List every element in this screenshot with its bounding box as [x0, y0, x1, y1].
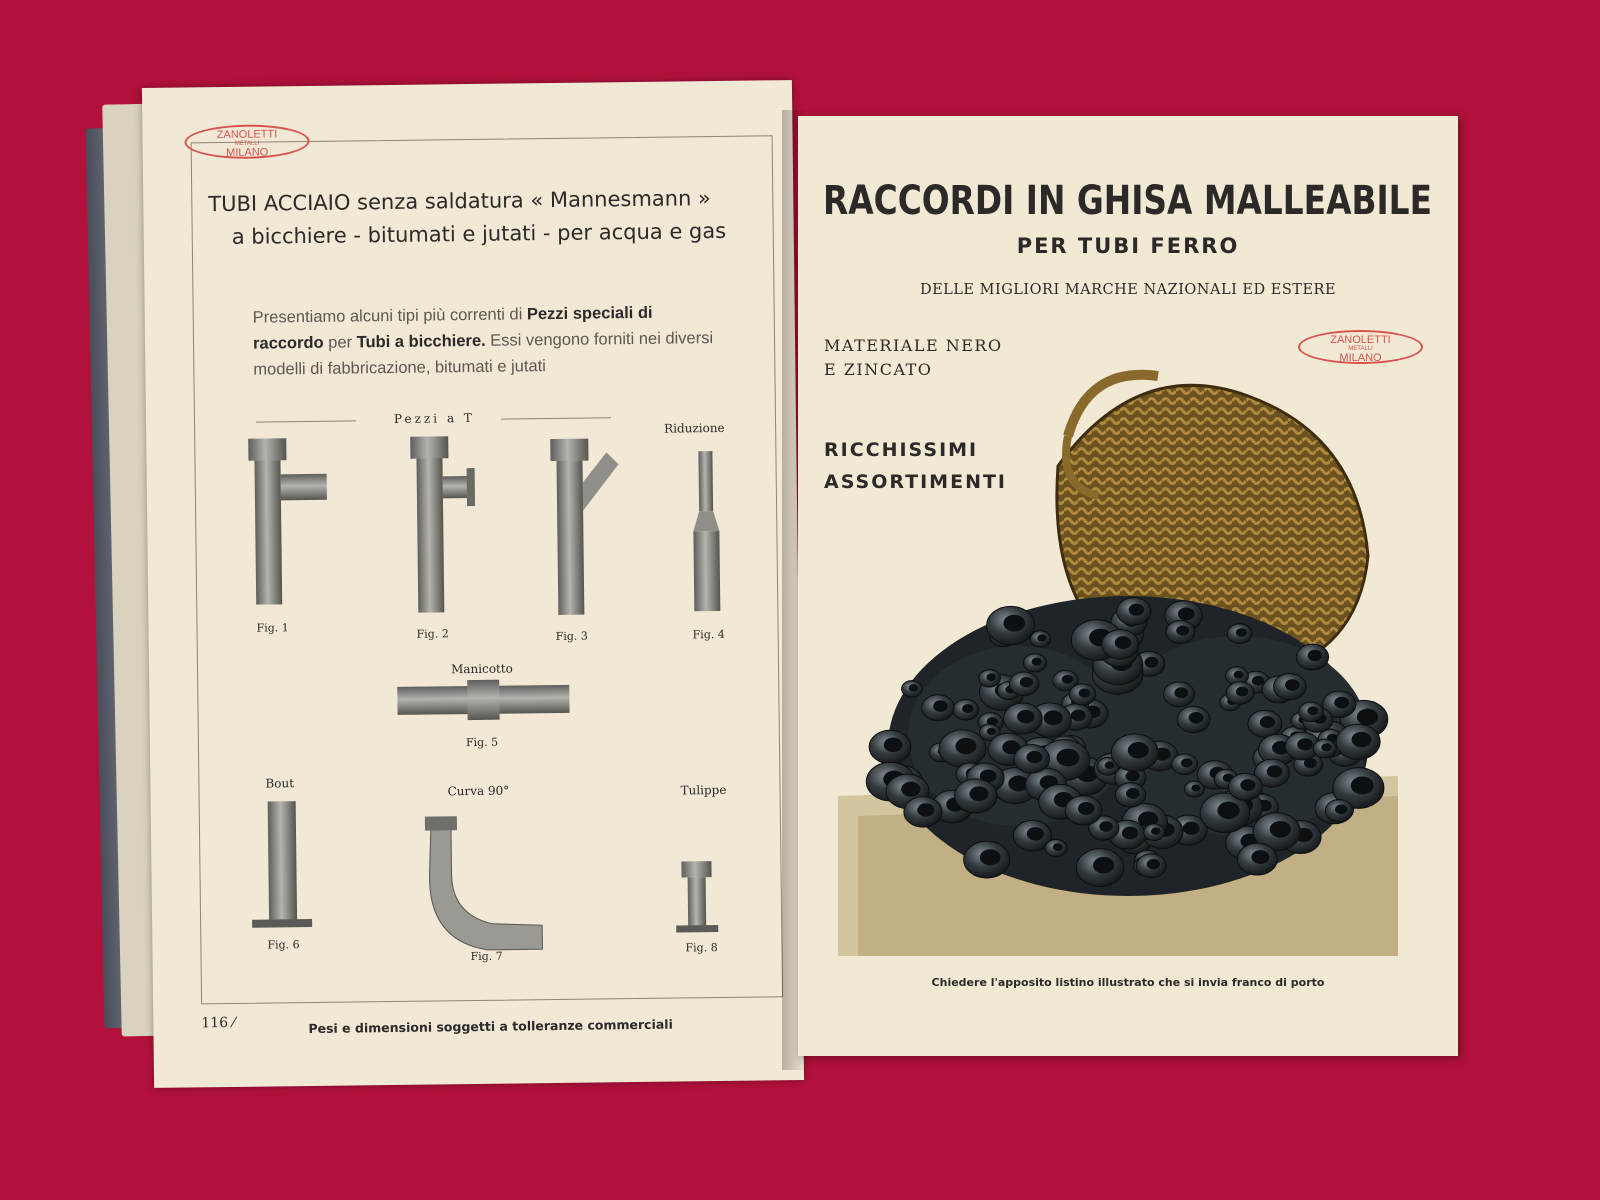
- basket-fittings-illustration: [798, 356, 1458, 956]
- fitting-bore: [1321, 743, 1331, 751]
- fitting-bore: [1240, 779, 1255, 791]
- right-footer: Chiedere l'apposito listino illustrato che si invia franco di porto: [931, 976, 1325, 989]
- caption-fig5: Fig. 5: [465, 735, 499, 750]
- fig4-reducer: [692, 451, 720, 611]
- fig2-flanged-tee: [410, 436, 476, 613]
- fitting-bore: [1122, 827, 1138, 840]
- fitting-bore: [1037, 634, 1046, 641]
- caption-fig8: Fig. 8: [685, 941, 718, 955]
- caption-fig4: Fig. 4: [692, 627, 725, 642]
- logo-bottom: MILANO: [226, 146, 269, 159]
- material-line1: MATERIALE NERO: [824, 336, 1003, 355]
- caption-fig3: Fig. 3: [555, 629, 588, 643]
- fitting-bore: [1335, 804, 1347, 814]
- left-title-line1: TUBI ACCIAIO senza saldatura « Mannesmann »: [208, 186, 711, 217]
- fitting-bore: [1017, 710, 1034, 724]
- logo-top: ZANOLETTI: [216, 128, 278, 142]
- fitting-bore: [1079, 689, 1091, 698]
- label-bout: Bout: [265, 776, 295, 791]
- fitting-bore: [1027, 827, 1044, 840]
- fitting-bore: [1105, 761, 1115, 769]
- fig3-y-branch: [550, 438, 620, 615]
- fitting-bore: [1285, 679, 1300, 690]
- fitting-bore: [1267, 765, 1283, 777]
- fitting-bore: [1308, 650, 1323, 661]
- right-subtitle2: DELLE MIGLIORI MARCHE NAZIONALI ED ESTERE: [919, 282, 1337, 298]
- fitting-bore: [955, 738, 976, 754]
- label-curva: Curva 90°: [447, 783, 510, 799]
- fitting-bore: [1352, 732, 1372, 747]
- fitting-bore: [1270, 821, 1291, 838]
- intro-text-1: Presentiamo alcuni tipi più correnti di: [252, 305, 528, 327]
- fitting-bore: [1062, 675, 1073, 684]
- fitting-bore: [980, 849, 1001, 865]
- fitting-bore: [1126, 771, 1140, 782]
- fitting-bore: [1236, 687, 1249, 697]
- intro-text-2: per: [323, 333, 357, 352]
- fitting-bore: [1128, 742, 1149, 758]
- fittings-illustration: [142, 80, 804, 1088]
- fitting-bore: [1145, 657, 1159, 668]
- fitting-bore: [1307, 706, 1318, 715]
- fitting-bore: [1032, 658, 1042, 666]
- fitting-bore: [917, 803, 934, 816]
- caption-fig2: Fig. 2: [416, 627, 449, 641]
- label-manicotto: Manicotto: [450, 661, 513, 677]
- fitting-bore: [987, 728, 996, 735]
- fitting-bore: [1183, 822, 1200, 835]
- fig7-bend-90: [425, 815, 543, 950]
- ricchissimi: RICCHISSIMI: [824, 439, 979, 461]
- fitting-bore: [901, 782, 920, 797]
- intro-text-3: Essi vengono forniti nei diversi modelli di fabbricazione, bitumati e jutati: [253, 329, 714, 379]
- fitting-bore: [962, 704, 974, 713]
- fitting-bore: [1176, 625, 1189, 635]
- fitting-bore: [884, 738, 903, 753]
- material-line2: E ZINCATO: [824, 360, 933, 379]
- fitting-bore: [1003, 615, 1025, 632]
- fitting-bore: [1115, 636, 1132, 649]
- label-tulippe: Tulippe: [680, 782, 727, 798]
- fitting-bore: [1334, 697, 1349, 709]
- logo-right-top: ZANOLETTI: [1330, 334, 1391, 346]
- fitting-bore: [1126, 788, 1140, 799]
- fitting-bore: [1129, 604, 1144, 616]
- fitting-bore: [1056, 749, 1079, 767]
- fitting-bore: [1071, 710, 1086, 722]
- fitting-bore: [933, 700, 948, 711]
- assortimenti: ASSORTIMENTI: [824, 471, 1007, 493]
- fitting-bore: [1178, 607, 1195, 620]
- fitting-bore: [1251, 850, 1269, 864]
- fitting-bore: [1351, 777, 1374, 795]
- caption-fig6: Fig. 6: [267, 938, 300, 952]
- fitting-bore: [1189, 712, 1204, 724]
- left-page: [142, 80, 804, 1088]
- fitting-bore: [1020, 677, 1033, 687]
- page-number: 116 ⁄: [201, 1014, 235, 1032]
- fig5-sleeve: [397, 679, 569, 721]
- fitting-bore: [1151, 827, 1160, 834]
- right-page: [798, 116, 1458, 1056]
- label-riduzione: Riduzione: [664, 420, 725, 436]
- logo-right-middle: METALLI: [1348, 346, 1373, 352]
- footnote: Pesi e dimensioni soggetti a tolleranze commerciali: [308, 1016, 673, 1037]
- fitting-bore: [1252, 676, 1264, 686]
- fitting-bore: [1236, 628, 1247, 637]
- caption-fig1: Fig. 1: [256, 621, 289, 635]
- fitting-bore: [986, 673, 996, 681]
- logo-right-bottom: MILANO: [1339, 352, 1382, 364]
- fitting-bore: [1044, 710, 1063, 725]
- caption-fig7: Fig. 7: [470, 949, 503, 964]
- fitting-bore: [1174, 687, 1188, 698]
- fig6-bout: [251, 801, 313, 928]
- fig1-tee-pipe: [248, 438, 328, 605]
- left-title-line2: a bicchiere - bitumati e jutati - per acqua e gas: [231, 218, 727, 249]
- right-subtitle: PER TUBI FERRO: [1016, 234, 1240, 258]
- fitting-bore: [1234, 671, 1244, 679]
- fitting-bore: [1297, 738, 1313, 750]
- fitting-bore: [1260, 716, 1275, 728]
- fitting-bore: [1147, 859, 1160, 869]
- logo-middle: METALLI: [234, 140, 260, 147]
- fig8-tulippe: [675, 861, 718, 933]
- fitting-bore: [1099, 821, 1113, 832]
- intro-bold-2: Tubi a bicchiere.: [356, 331, 486, 352]
- fitting-bore: [909, 684, 918, 691]
- fitting-bore: [1078, 802, 1095, 815]
- fitting-bore: [1217, 802, 1239, 819]
- label-pezzi-a-t: Pezzi a T: [393, 410, 475, 426]
- fitting-bore: [1093, 857, 1114, 874]
- fitting-bore: [1191, 784, 1200, 791]
- fitting-bore: [1026, 751, 1042, 763]
- right-title: RACCORDI IN GHISA MALLEABILE: [823, 178, 1432, 224]
- fitting-bore: [969, 786, 988, 801]
- fitting-bore: [1357, 709, 1378, 726]
- fitting-bore: [1053, 843, 1063, 851]
- intro-bold-1: Pezzi speciali di raccordo: [252, 303, 653, 353]
- fitting-bore: [1181, 758, 1193, 767]
